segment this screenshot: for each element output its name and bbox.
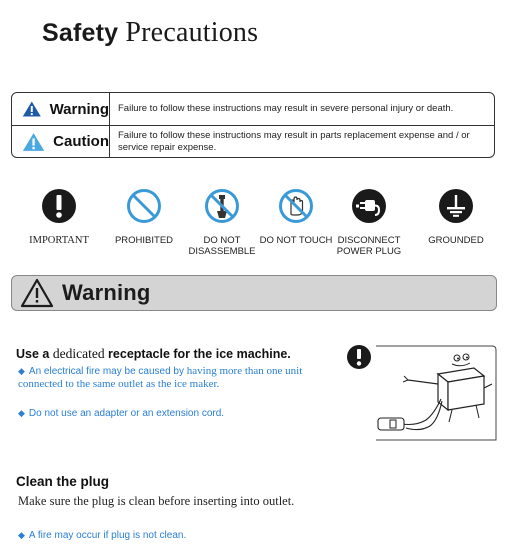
warning-triangle-icon [22, 98, 42, 120]
disconnect-plug-symbol [329, 188, 409, 257]
page-title: Safety Precautions [42, 17, 259, 48]
disconnect-plug-icon [351, 188, 387, 224]
diamond-bullet-icon: ◆ [18, 408, 25, 418]
legend-row-warning [12, 93, 494, 126]
important-symbol [14, 188, 104, 246]
warning-banner [11, 275, 497, 311]
do-not-touch-symbol [256, 188, 336, 246]
caution-triangle-icon [22, 131, 45, 153]
clean-plug-instruction: Make sure the plug is clean before inserting into outlet. [18, 494, 295, 508]
overloaded-outlet-illustration [346, 344, 498, 444]
do-not-touch-caption: DO NOT TOUCH [259, 235, 333, 246]
hazard-legend-box [11, 92, 495, 158]
ground-icon [438, 188, 474, 224]
important-icon [41, 188, 77, 224]
prohibited-caption: PROHIBITED [114, 235, 174, 246]
prohibited-symbol [104, 188, 184, 246]
no-disassemble-icon [204, 188, 240, 224]
legend-caution-text: Failure to follow these instructions may result in parts replacement expense and / or service repair expense. [118, 129, 470, 153]
warning-outline-icon [20, 278, 54, 308]
bullet-no-adapter: ◆ Do not use an adapter or an extension cord. [18, 408, 225, 419]
warning-banner-title: Warning [62, 280, 151, 305]
diamond-bullet-icon: ◆ [18, 366, 25, 376]
important-caption: IMPORTANT [29, 235, 89, 246]
bullet-electrical-fire: ◆ An electrical fire may be caused by having more than one unit connected to the same outlet as the ice maker. [18, 365, 303, 390]
legend-warning-text: Failure to follow these instructions may result in severe personal injury or death. [118, 103, 454, 114]
no-touch-hand-icon [278, 188, 314, 224]
do-not-disassemble-symbol [182, 188, 262, 257]
diamond-bullet-icon: ◆ [18, 530, 25, 540]
section-clean-plug-heading: Clean the plug [16, 474, 110, 489]
prohibited-icon [126, 188, 162, 224]
legend-caution-label: Caution [53, 133, 109, 150]
grounded-caption: GROUNDED [428, 235, 484, 246]
legend-row-caution [12, 125, 494, 158]
section-dedicated-receptacle-heading: Use a dedicated receptacle for the ice machine. [16, 346, 291, 361]
do-not-disassemble-caption: DO NOT DISASSEMBLE [188, 235, 256, 257]
bullet-plug-fire: ◆ A fire may occur if plug is not clean. [18, 530, 187, 541]
disconnect-plug-caption: DISCONNECT POWER PLUG [336, 235, 402, 257]
legend-warning-label: Warning [49, 100, 109, 118]
grounded-symbol [416, 188, 496, 246]
